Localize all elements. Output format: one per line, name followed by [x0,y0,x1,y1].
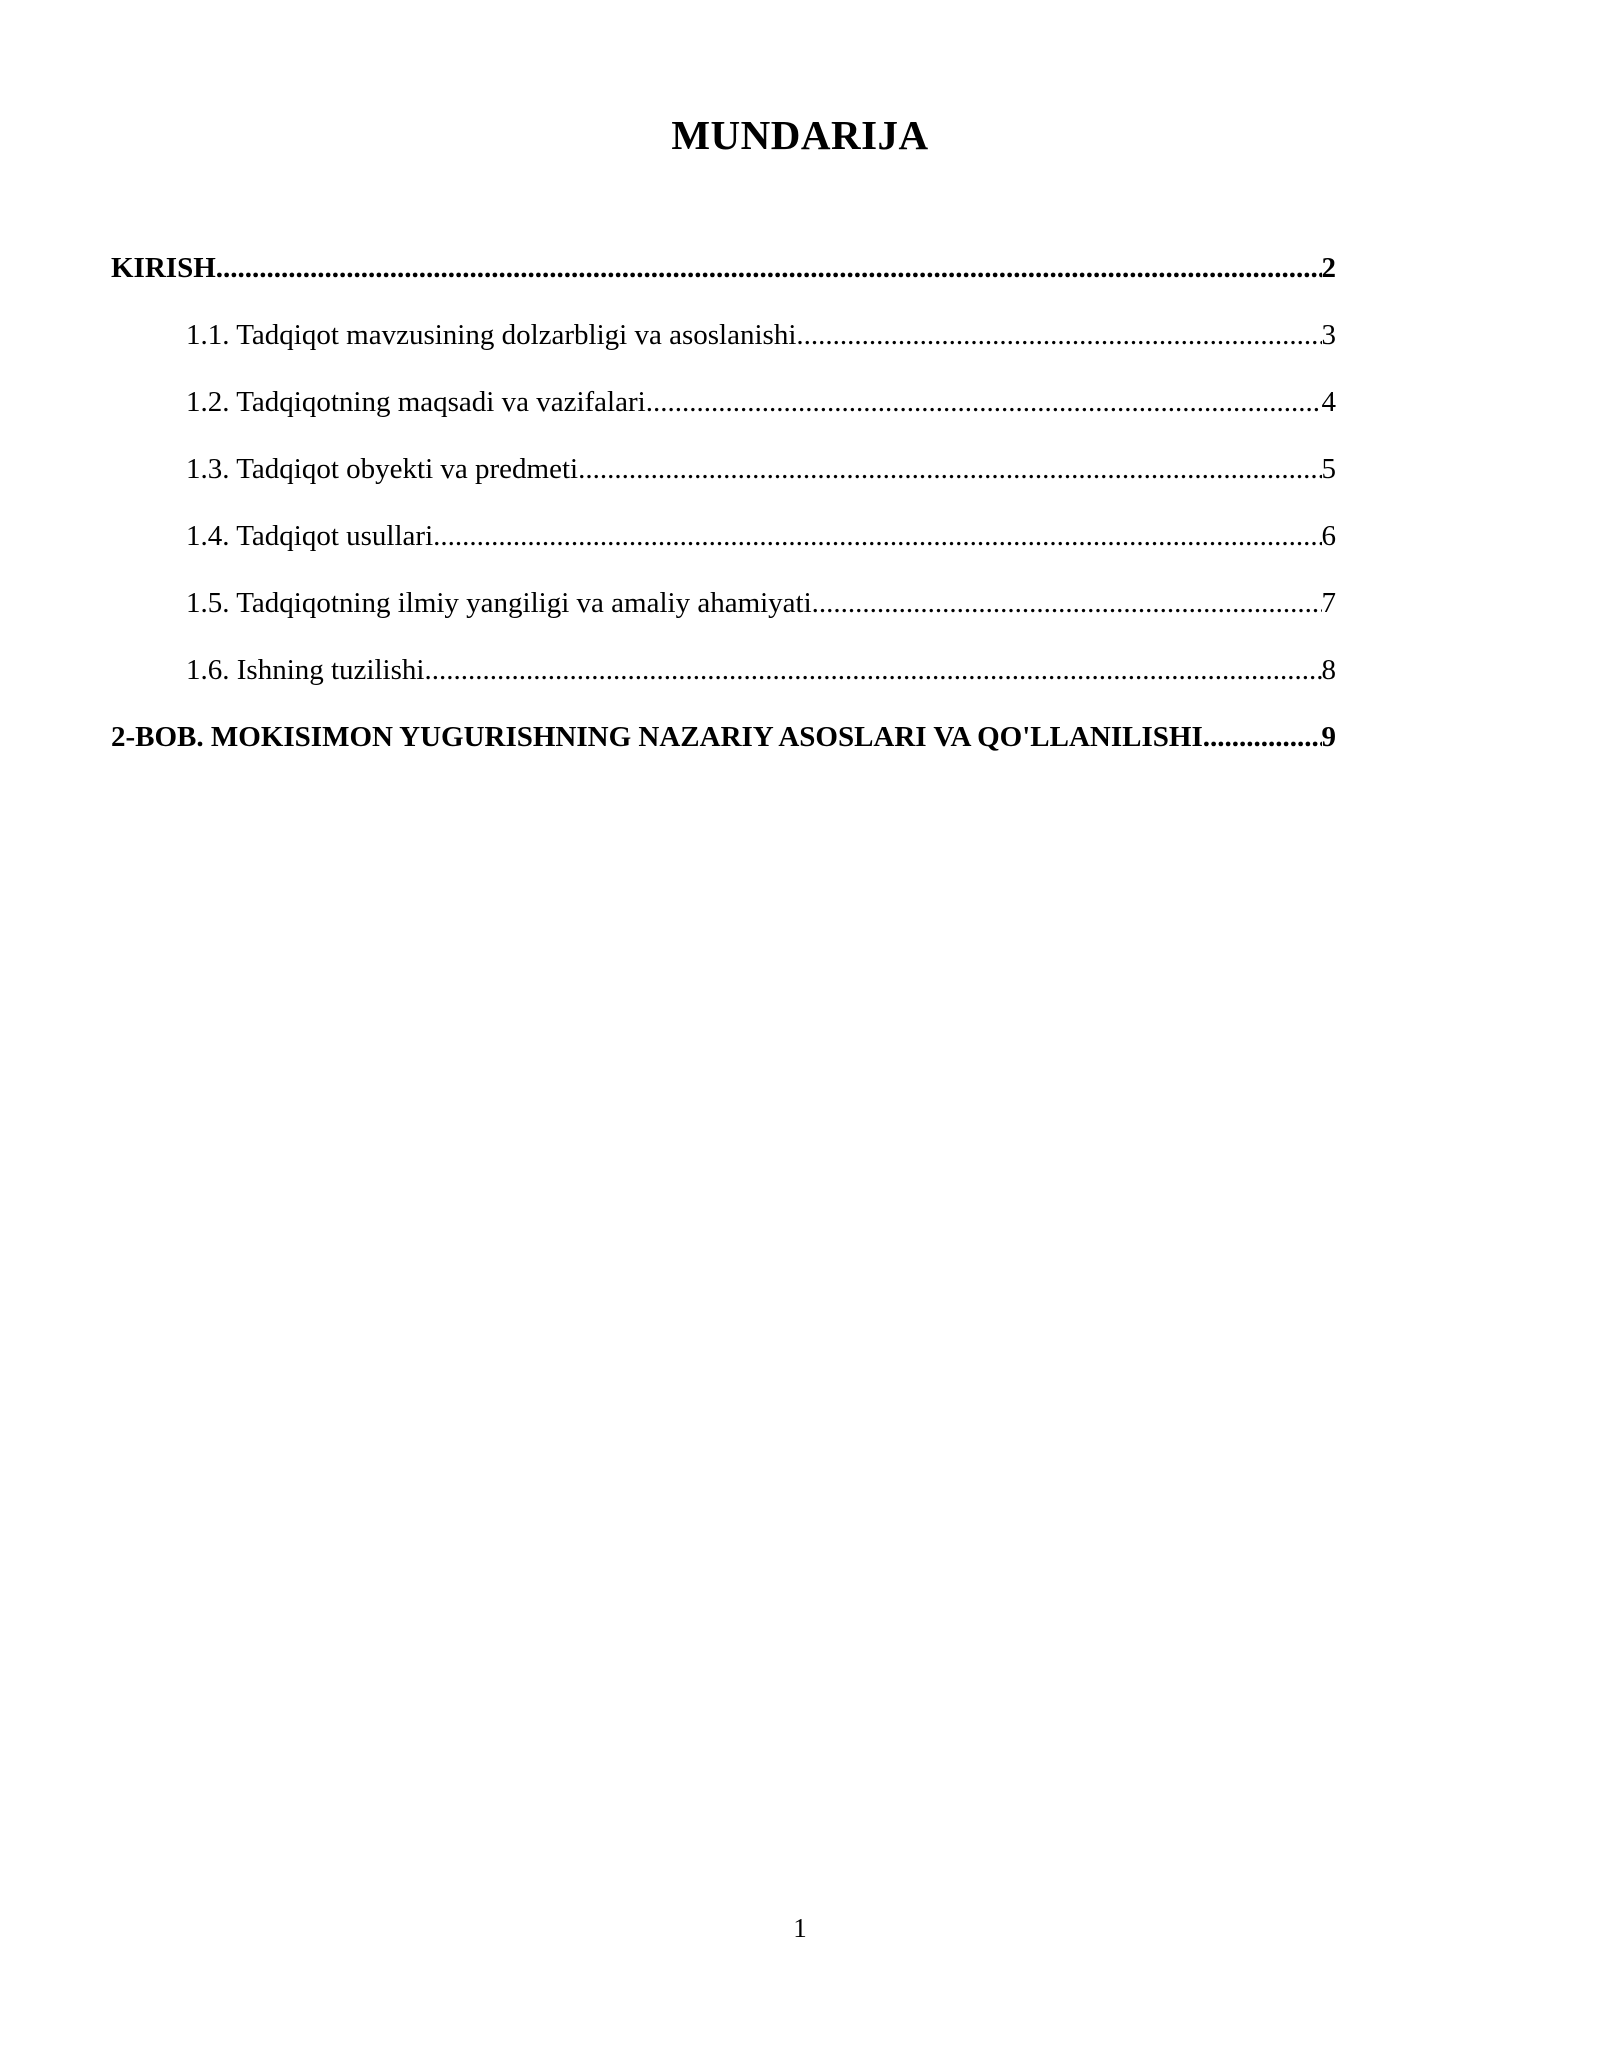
toc-entry-page: 6 [1321,520,1336,552]
page-title: MUNDARIJA [671,112,929,158]
toc-entry-1-2[interactable] [186,382,1336,422]
toc-entry-page: 5 [1321,453,1336,485]
toc-entry-page: 4 [1321,386,1336,418]
toc-entry-1-3[interactable] [186,449,1336,489]
toc-entry-chapter-2[interactable] [111,717,1336,757]
toc-dot-leader [216,248,1322,288]
toc-entry-page: 9 [1321,721,1336,753]
toc-entry-title: 1.3. Tadqiqot obyekti va predmeti [186,453,579,485]
toc-dot-leader [433,516,1321,556]
toc-entry-page: 8 [1321,654,1336,686]
toc-entry-title: 1.2. Tadqiqotning maqsadi va vazifalari [186,386,646,418]
toc-dot-leader [812,583,1322,623]
toc-dot-leader [796,315,1321,355]
toc-dot-leader [424,650,1321,690]
toc-entry-1-4[interactable] [186,516,1336,556]
toc-entry-page: 2 [1321,252,1336,284]
toc-entry-page: 7 [1321,587,1336,619]
toc-dot-leader [578,449,1321,489]
toc-entry-title: 1.5. Tadqiqotning ilmiy yangiligi va amaliy ahamiyati [186,587,812,619]
toc-entry-1-6[interactable] [186,650,1336,690]
toc-entry-page: 3 [1321,319,1336,351]
toc-dot-leader [646,382,1322,422]
toc-entry-1-1[interactable] [186,315,1336,355]
toc-entry-1-5[interactable] [186,583,1336,623]
toc-dot-leader [1203,717,1322,757]
toc-entry-title: 2-BOB. MOKISIMON YUGURISHNING NAZARIY ASOSLARI VA QO'LLANILISHI [111,721,1203,753]
toc-entry-title: 1.6. Ishning tuzilishi [186,654,425,686]
toc-entry-kirish[interactable] [111,248,1336,288]
toc-entry-title: KIRISH [111,252,216,284]
page-number: 1 [793,1913,807,1943]
toc-entry-title: 1.4. Tadqiqot usullari [186,520,434,552]
toc-entry-title: 1.1. Tadqiqot mavzusining dolzarbligi va asoslanishi [186,319,797,351]
